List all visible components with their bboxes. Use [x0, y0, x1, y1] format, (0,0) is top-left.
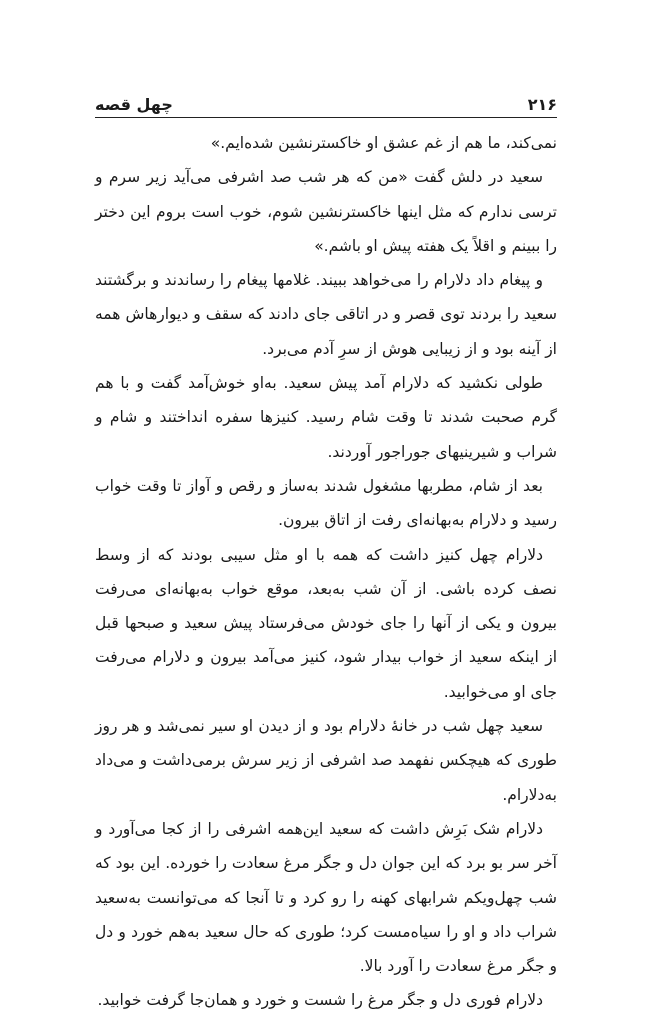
paragraph: سعید در دلش گفت «من که هر شب صد اشرفی می‌آید زیر سرم و ترسی ندارم که مثل اینها خاکسترنشین شوم، خوب است بروم این دختر را ببینم و اقلاً یک هفته پیش او باشم.»	[95, 168, 557, 255]
paragraph: طولی نکشید که دلارام آمد پیش سعید. به‌او خوش‌آمد گفت و با هم گرم صحبت شدند تا وقت شام رسید. کنیزها سفره انداختند و شام و شراب و شیرینیهای جوراجور آوردند.	[95, 374, 557, 461]
book-title: چهل قصه	[95, 95, 173, 114]
page-number: ۲۱۶	[527, 95, 557, 114]
paragraph: بعد از شام، مطربها مشغول شدند به‌ساز و رقص و آواز تا وقت خواب رسید و دلارام به‌بهانه‌ای رفت از اتاق بیرون.	[95, 476, 557, 530]
header-divider	[95, 117, 557, 118]
story-text	[95, 126, 557, 1018]
paragraph: دلارام چهل کنیز داشت که همه با او مثل سیبی بودند که از وسط نصف کرده باشی. از آن شب به‌بعد، موقع خواب به‌بهانه‌ای می‌رفت بیرون و یکی از آنها را جای خودش می‌فرستاد پیش سعید و صبحها قبل از اینکه سعید از خواب بیدار شود، کنیز می‌آمد بیرون و دلارام می‌رفت جای او می‌خوابید.	[95, 545, 557, 701]
paragraph: دلارام فوری دل و جگر مرغ را شست و خورد و همان‌جا گرفت خوابید.	[97, 991, 543, 1010]
running-header	[95, 86, 557, 114]
paragraph: دلارام شک بَرِش داشت که سعید این‌همه اشرفی را از کجا می‌آورد و آخر سر بو برد که این جوان دل و جگر مرغ سعادت را خورده. این بود که شب چهل‌ویکم شرابهای کهنه را رو کرد و تا آنجا که می‌توانست به‌سعید شراب داد و او را سیاه‌مست کرد؛ طوری که حال سعید به‌هم خورد و دل و جگر مرغ سعادت را آورد بالا.	[95, 819, 557, 976]
paragraph: و پیغام داد دلارام را می‌خواهد ببیند. غلامها پیغام را رساندند و برگشتند سعید را بردند توی قصر و در اتاقی جای دادند که سقف و دیوارهاش همه از آینه بود و از زیبایی هوش از سرِ آدم می‌برد.	[95, 271, 557, 358]
paragraph: سعید چهل شب در خانهٔ دلارام بود و از دیدن او سیر نمی‌شد و هر روز طوری که هیچکس نفهمد صد اشرفی از زیر سرش برمی‌داشت و می‌داد به‌دلارام.	[95, 717, 557, 804]
paragraph-continued: نمی‌کند، ما هم از غم عشق او خاکسترنشین شده‌ایم.»	[210, 134, 557, 152]
